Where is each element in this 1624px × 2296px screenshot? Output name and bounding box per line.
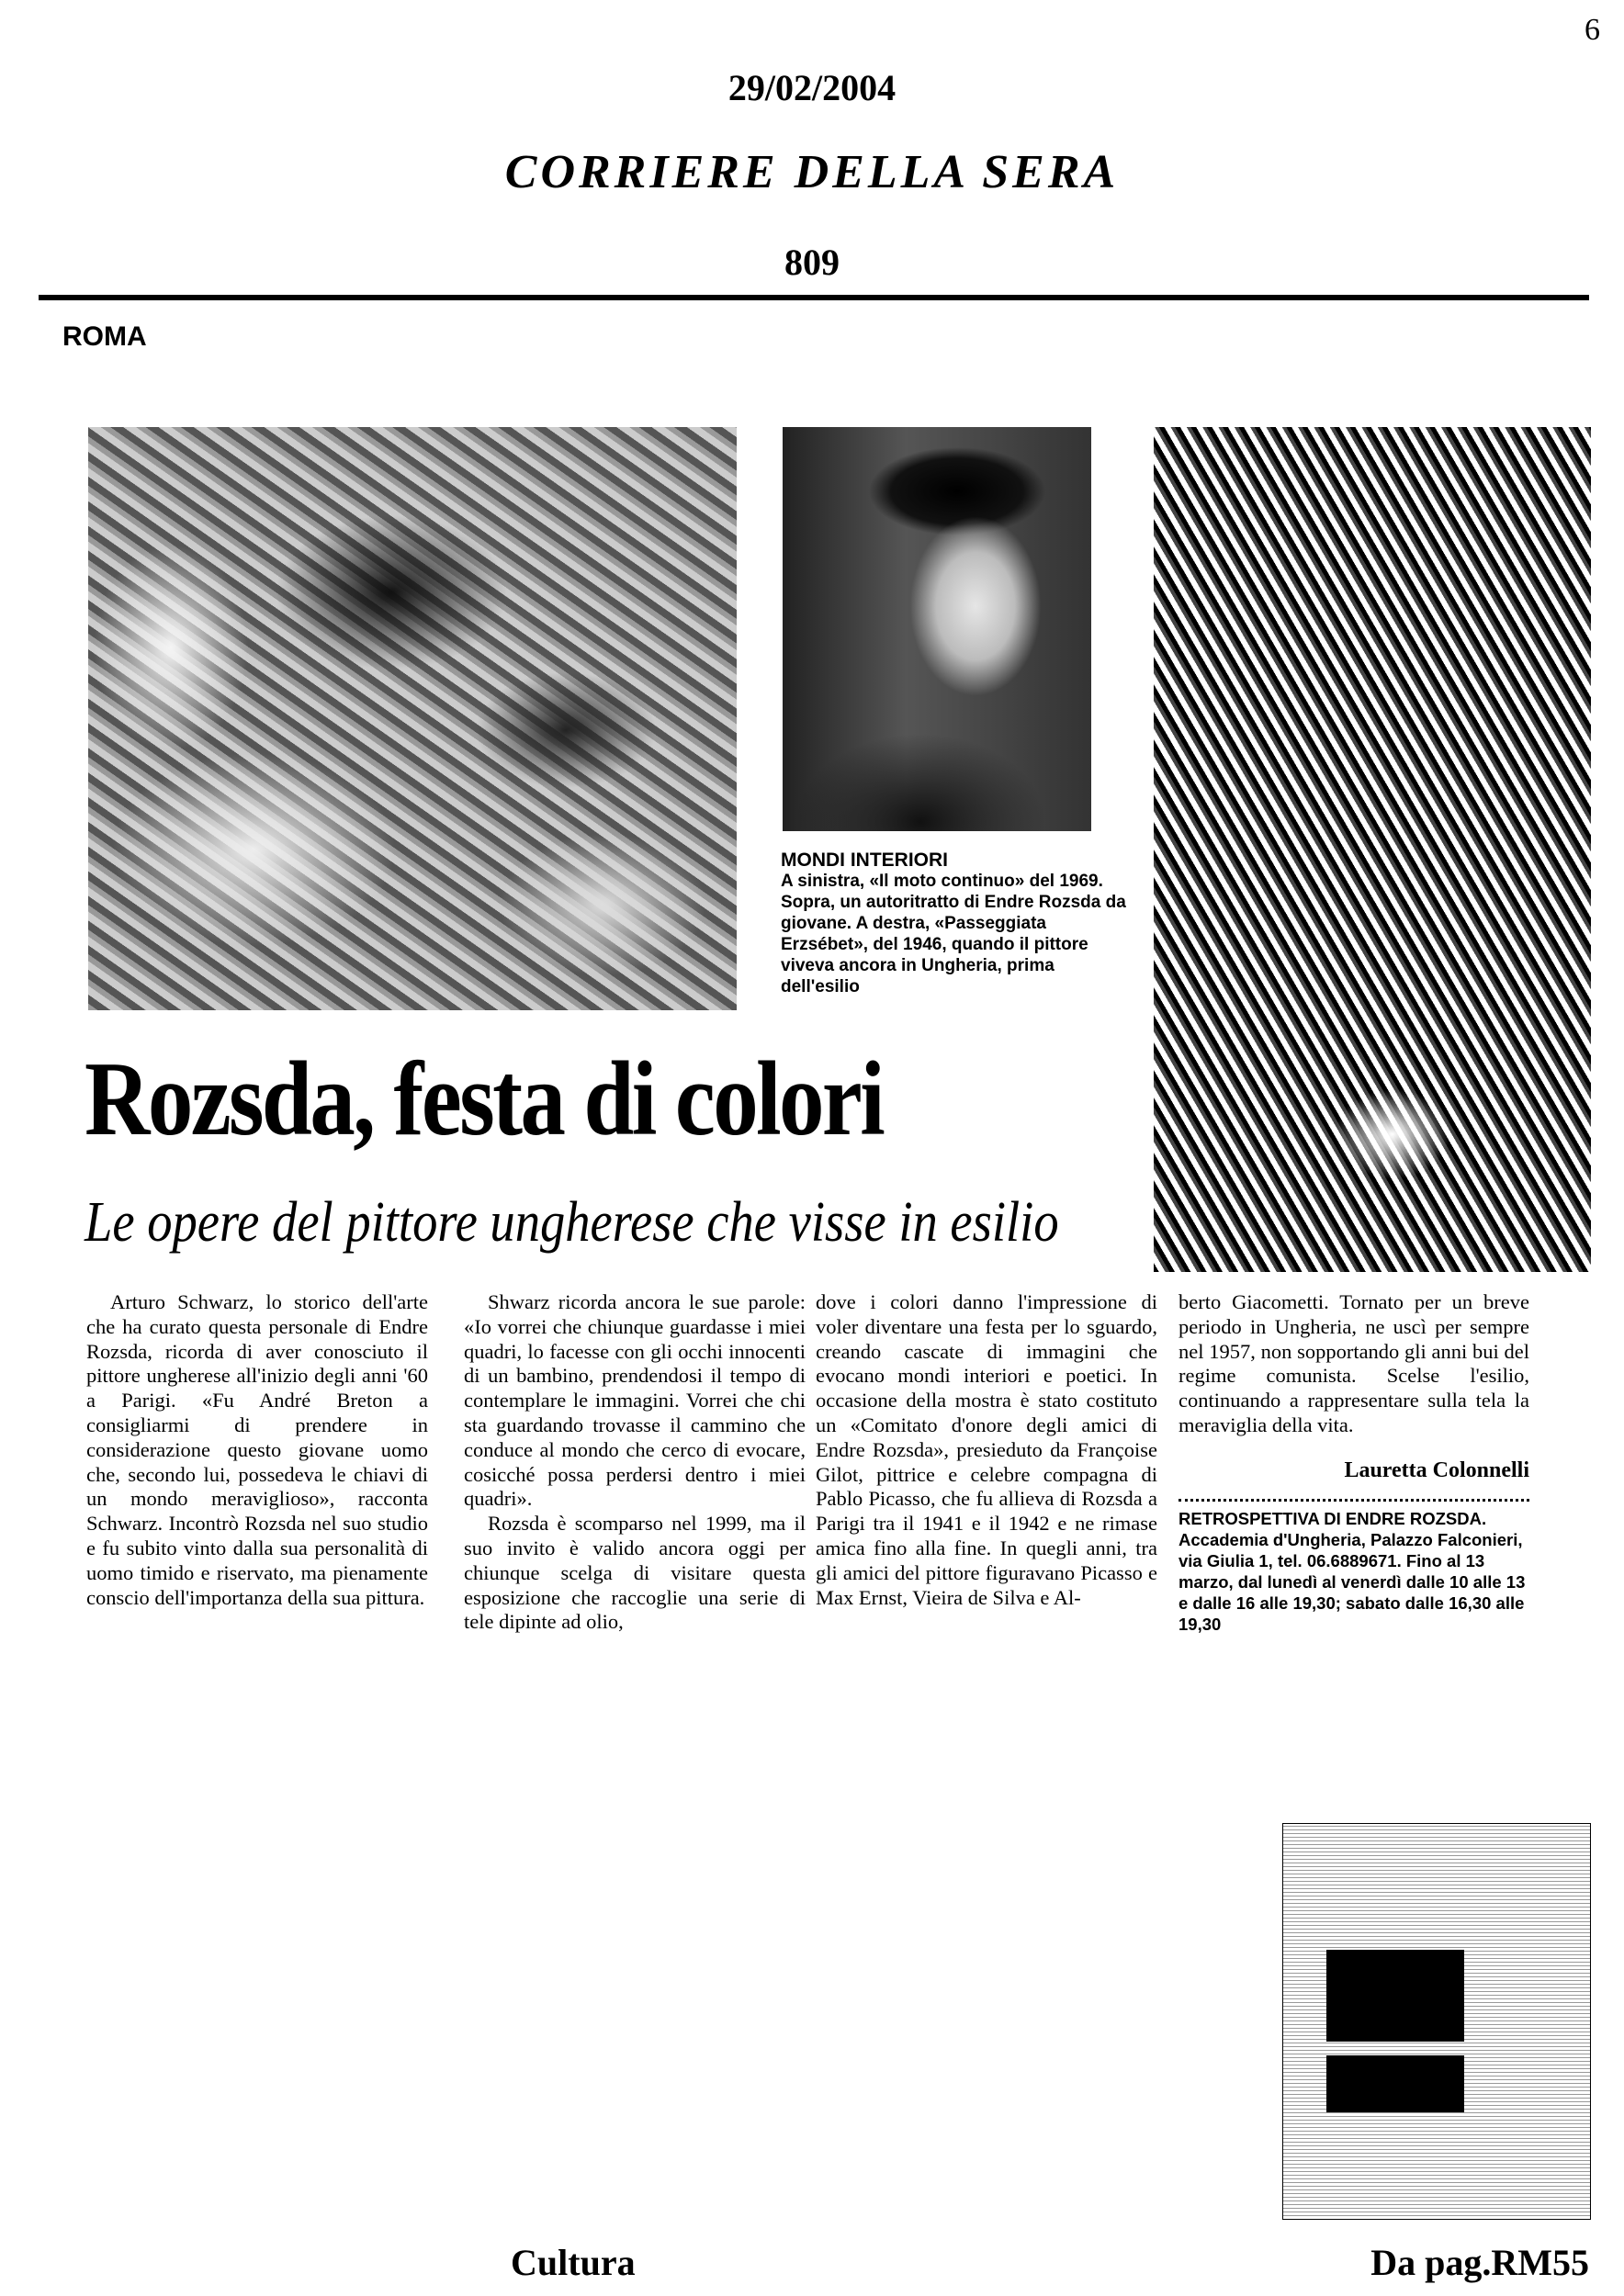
paragraph: berto Giacometti. Tornato per un breve periodo in Ungheria, ne uscì per sempre nel 1957, non sopportando gli anni bui del regime comunista. Scelse l'esilio, continuando a rappresentare sulla tela la meraviglia della vita.: [1179, 1290, 1529, 1436]
info-text: Accademia d'Ungheria, Palazzo Falconieri, via Giulia 1, tel. 06.6889671. Fino al 13 marzo, dal lunedì al venerdì dalle 10 alle 13 e dalle 16 alle 19,30; sabato dalle 16,30 alle 19,30: [1179, 1530, 1526, 1634]
newspaper-masthead: CORRIERE DELLA SERA: [504, 146, 1120, 198]
header-divider: [39, 295, 1589, 300]
photo-caption: [781, 850, 1134, 997]
info-title: RETROSPETTIVA DI ENDRE ROZSDA.: [1179, 1509, 1487, 1528]
paragraph: Rozsda è scomparso nel 1999, ma il suo invito è valido ancora oggi per chiunque scelga di visitare questa esposizione che raccoglie una serie di tele dipinte ad olio,: [464, 1512, 806, 1634]
article-headline: Rozsda, festa di colori: [85, 1041, 884, 1157]
section-label: ROMA: [62, 321, 147, 352]
article-subheadline: Le opere del pittore ungherese che visse in esilio: [85, 1191, 1059, 1254]
paragraph: Shwarz ricorda ancora le sue parole: «Io vorrei che chiunque guardasse i miei quadri, lo facesse con gli occhi innocenti di un bambino, prendendosi il tempo di contemplare le immagini. Vorrei che chi sta guardando trovasse il cammino che conduce al mondo che cerco di evocare, cosicché possa perdersi dentro i miei quadri».: [464, 1290, 806, 1511]
portrait-photo: [783, 427, 1091, 831]
article-column-1: [86, 1290, 428, 1610]
paragraph: dove i colori danno l'impressione di voler diventare una festa per lo sguardo, creando cascate di immagini che evocano mondi interiori e poetici. In occasione della mostra è stato costituto un «Comitato d'onore degli amici di Endre Rozsda», presieduto da Françoise Gilot, pittrice e celebre compagna di Pablo Picasso, che fu allieva di Rozsda a Parigi tra il 1941 e il 1942 e ne rimase amica fino alla fine. In quegli anni, tra gli amici del pittore figuravano Picasso e Max Ernst, Vieira de Silva e Al-: [816, 1290, 1157, 1609]
article-column-2: [464, 1290, 806, 1635]
paragraph: Arturo Schwarz, lo storico dell'arte che ha curato questa personale di Endre Rozsda, ricorda di aver conosciuto il pittore ungherese all'inizio degli anni '60 a Parigi. «Fu André Breton a consigliarmi di prendere in considerazione questo giovane uomo che, secondo lui, possedeva le chiavi di un mondo meraviglioso», racconta Schwarz. Incontrò Rozsda nel suo studio e fu subito vinto dalla sua personalità di uomo timido e riservato, ma pienamente conscio dell'importanza della sua pittura.: [86, 1290, 428, 1609]
caption-text: A sinistra, «Il moto continuo» del 1969. Sopra, un autoritratto di Endre Rozsda da giovane. A destra, «Passeggiata Erzsébet», del 1946, quando il pittore viveva ancora in Ungheria, prima dell'esilio: [781, 872, 1126, 996]
info-divider: [1179, 1499, 1529, 1502]
thumbnail-redaction-block: [1326, 2055, 1464, 2112]
article-column-4: [1179, 1290, 1529, 1438]
caption-kicker: MONDI INTERIORI: [781, 850, 948, 871]
publication-date: 29/02/2004: [727, 67, 897, 108]
footer-section: Cultura: [511, 2242, 636, 2283]
article-column-3: [816, 1290, 1157, 1610]
footer-page-reference: Da pag.RM55: [1370, 2242, 1589, 2283]
page-number: 6: [1585, 13, 1600, 47]
author-byline: Lauretta Colonnelli: [1344, 1458, 1529, 1482]
exhibition-info-box: [1179, 1508, 1537, 1635]
painting-photo-left: [88, 427, 737, 1010]
thumbnail-redaction-block: [1326, 1950, 1464, 2042]
painting-photo-right: [1154, 427, 1591, 1272]
issue-number: 809: [784, 242, 840, 283]
